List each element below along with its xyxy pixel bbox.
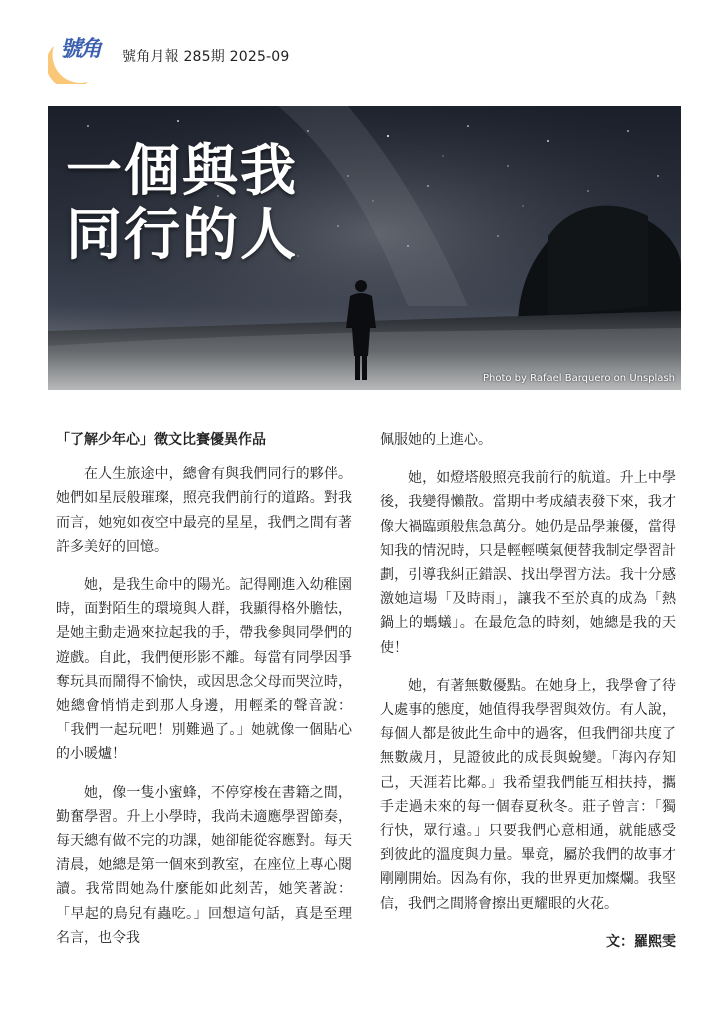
article-author: 文：羅熙雯	[606, 933, 676, 950]
paragraph-1: 在人生旅途中，總會有與我們同行的夥伴。她們如星辰般璀璨，照亮我們前行的道路。對我而言，她宛如夜空中最亮的星星，我們之間有著許多美好的回憶。	[56, 466, 352, 555]
paragraph-5: 她，有著無數優點。在她身上，我學會了待人處事的態度，她值得我學習與效仿。有人說，每個人都是彼此生命中的過客，但我們卻共度了無數歲月，見證彼此的成長與蛻變。「海內存知己，天涯若比鄰。」我希望我們能互相扶持，攜手走過未來的每一個春夏秋冬。莊子曾言：「獨行快，眾行遠。」只要我們心意相通，就能感受到彼此的溫度與力量。畢竟，屬於我們的故事才剛剛開始。因為有你，我的世界更加燦爛。我堅信，我們之間將會擦出更耀眼的火花。	[380, 677, 676, 912]
title-line-2: 同行的人	[66, 203, 298, 268]
article-column-left	[56, 428, 352, 964]
page-header	[48, 24, 678, 84]
article-title	[66, 140, 298, 268]
article-column-right	[380, 428, 676, 954]
paragraph-3: 她，像一隻小蜜蜂，不停穿梭在書籍之間，勤奮學習。升上小學時，我尚未適應學習節奏，每天總有做不完的功課，她卻能從容應對。每天清晨，她總是第一個來到教室，在座位上專心閱讀。我常問她為什麼能如此刻苦，她笑著說：「早起的鳥兒有蟲吃。」回想這句話，真是至理名言，也令我	[56, 784, 352, 946]
paragraph-4: 她，如燈塔般照亮我前行的航道。升上中學後，我變得懶散。當期中考成績表發下來，我才像大禍臨頭般焦急萬分。她仍是品學兼優，當得知我的情況時，只是輕輕嘆氣便替我制定學習計劃，引導我糾正錯誤、找出學習方法。我十分感激她這場「及時雨」，讓我不至於真的成為「熱鍋上的螞蟻」。在最危急的時刻，她總是我的天使！	[380, 470, 676, 656]
magazine-logo	[48, 24, 112, 84]
photo-credit: Photo by Rafael Barquero on Unsplash	[482, 373, 675, 384]
logo-text: 號角	[60, 36, 101, 62]
magazine-issue-info: 號角月報 285期 2025-09	[122, 49, 290, 65]
title-line-1: 一個與我	[66, 139, 298, 204]
article-subtitle: 「了解少年心」徵文比賽優異作品	[56, 432, 266, 448]
paragraph-2: 她，是我生命中的陽光。記得剛進入幼稚園時，面對陌生的環境與人群，我顯得格外膽怯，是她主動走過來拉起我的手，帶我參與同學們的遊戲。自此，我們便形影不離。每當有同學因爭奪玩具而鬧得不愉快，或因思念父母而哭泣時，她總會悄悄走到那人身邊，用輕柔的聲音說：「我們一起玩吧！別難過了。」她就像一個貼心的小暖爐！	[56, 577, 352, 763]
paragraph-3-continued: 佩服她的上進心。	[380, 432, 492, 448]
hero-image	[48, 106, 681, 390]
